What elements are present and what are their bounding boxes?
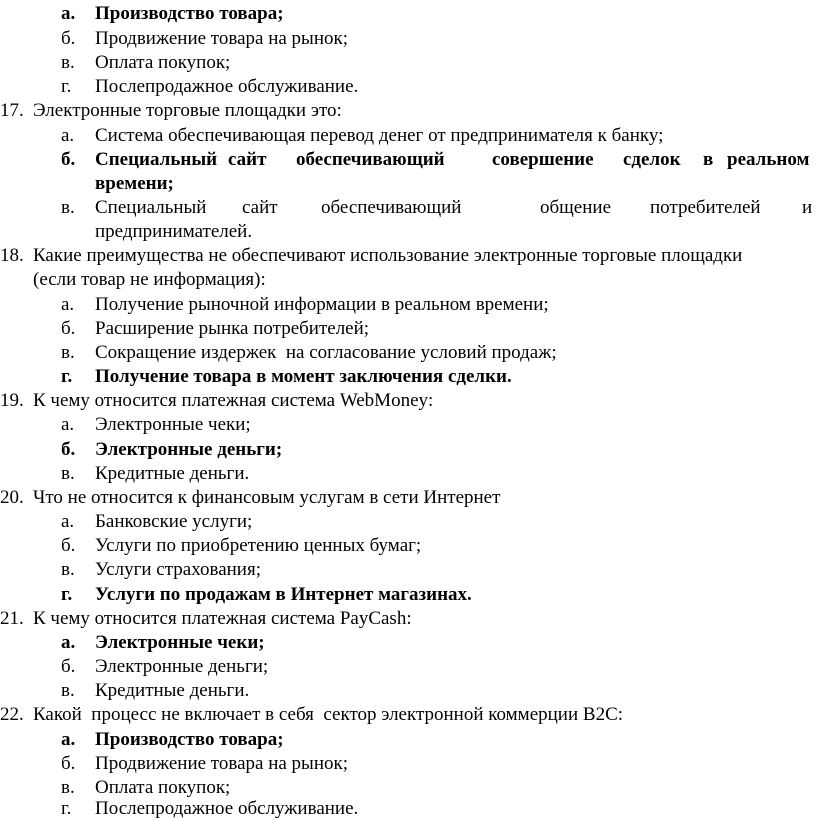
question-text: К чему относится платежная система PayCash: [33,608,412,629]
answer-marker: в. [61,463,75,484]
answer-text: предпринимателей. [95,221,253,242]
answer-marker: б. [61,656,76,677]
answer-item [0,75,816,98]
answer-marker: а. [61,125,75,146]
answer-text: Электронные деньги; [95,439,283,460]
answer-item [0,728,816,751]
answer-item [0,51,816,74]
answer-item [0,776,816,799]
answer-text: Сокращение издержек на согласование условий продаж; [95,342,557,363]
answer-item [0,2,816,25]
answer-item [0,124,816,147]
answer-item [0,752,816,775]
answer-item [0,27,816,50]
answer-marker: г. [61,798,72,819]
answer-text: Расширение рынка потребителей; [95,318,370,339]
question-20 [0,486,816,509]
answer-item [0,462,816,485]
question-text: К чему относится платежная система WebMoney: [33,390,434,411]
answer-marker: б. [61,535,76,556]
answer-marker: а. [61,294,75,315]
answer-text: Производство товара; [95,729,284,750]
answer-marker: в. [61,559,75,580]
answer-text: Оплата покупок; [95,52,231,73]
answer-marker: б. [61,753,76,774]
question-number: 20. [0,487,24,508]
answer-item [0,148,816,171]
answer-marker: в. [61,777,75,798]
question-21 [0,607,816,630]
question-number: 18. [0,245,24,266]
justified-word: реальном [727,149,810,170]
answer-item [0,317,816,340]
answer-item [0,558,816,581]
answer-marker: а. [61,414,75,435]
answer-item [0,293,816,316]
answer-text: Услуги страхования; [95,559,261,580]
answer-marker: б. [61,318,76,339]
question-text: Какой процесс не включает в себя сектор электронной коммерции B2C: [33,704,624,725]
answer-text: Электронные деньги; [95,656,269,677]
answer-item [0,196,816,219]
answer-marker: г. [61,366,73,387]
answer-text: Послепродажное обслуживание. [95,76,359,97]
justified-word: обеспечивающий [321,197,462,218]
answer-marker: а. [61,511,75,532]
question-22 [0,703,816,726]
answer-text: Кредитные деньги. [95,463,250,484]
justified-word: совершение [492,149,594,170]
justified-word: и [802,197,813,218]
answer-text: времени; [95,173,174,194]
justified-word: сайт [242,197,278,218]
answer-item [0,365,816,388]
answer-marker: а. [61,729,76,750]
answer-item [0,655,816,678]
question-continuation [0,268,816,291]
answer-item [0,583,816,606]
justified-word: Специальный [95,149,218,170]
answer-item [0,413,816,436]
justified-word: в [703,149,714,170]
answer-marker: в. [61,342,75,363]
answer-text: Оплата покупок; [95,777,231,798]
question-text: (если товар не информация): [33,269,266,290]
answer-text: Электронные чеки; [95,632,265,653]
justified-word: общение [540,197,611,218]
justified-word: потребителей [650,197,761,218]
answer-text: Кредитные деньги. [95,680,250,701]
question-number: 19. [0,390,24,411]
answer-text: Производство товара; [95,3,284,24]
answer-text: Система обеспечивающая перевод денег от предпринимателя к банку; [95,125,664,146]
answer-item [0,341,816,364]
justified-word: Специальный [95,197,207,218]
answer-item [0,510,816,533]
answer-marker: г. [61,76,72,97]
answer-marker: г. [61,584,73,605]
question-text: Какие преимущества не обеспечивают использование электронные торговые площадки [33,245,743,266]
answer-marker: б. [61,28,76,49]
justified-word: обеспечивающий [296,149,445,170]
question-number: 17. [0,100,24,121]
question-number: 21. [0,608,24,629]
answer-item [0,631,816,654]
answer-item [0,797,816,820]
justified-word: сделок [623,149,681,170]
answer-text: Получение рыночной информации в реальном времени; [95,294,549,315]
answer-marker: в. [61,52,75,73]
answer-text: Услуги по приобретению ценных бумаг; [95,535,422,556]
answer-marker: а. [61,3,76,24]
question-text: Что не относится к финансовым услугам в сети Интернет [33,487,501,508]
answer-text: Услуги по продажам в Интернет магазинах. [95,584,472,605]
answer-text: Послепродажное обслуживание. [95,798,359,819]
answer-continuation [0,172,816,195]
answer-item [0,534,816,557]
answer-text: Электронные чеки; [95,414,251,435]
answer-marker: б. [61,439,76,460]
answer-continuation [0,220,816,243]
question-19 [0,389,816,412]
answer-marker: в. [61,197,75,218]
justified-word: сайт [228,149,267,170]
question-17 [0,99,816,122]
answer-item [0,438,816,461]
answer-text: Получение товара в момент заключения сделки. [95,366,512,387]
answer-item [0,679,816,702]
answer-text: Продвижение товара на рынок; [95,28,348,49]
answer-marker: а. [61,632,76,653]
question-text: Электронные торговые площадки это: [33,100,342,121]
answer-text: Продвижение товара на рынок; [95,753,348,774]
answer-text: Банковские услуги; [95,511,253,532]
question-number: 22. [0,704,24,725]
question-18 [0,244,816,267]
answer-marker: в. [61,680,75,701]
answer-marker: б. [61,149,76,170]
